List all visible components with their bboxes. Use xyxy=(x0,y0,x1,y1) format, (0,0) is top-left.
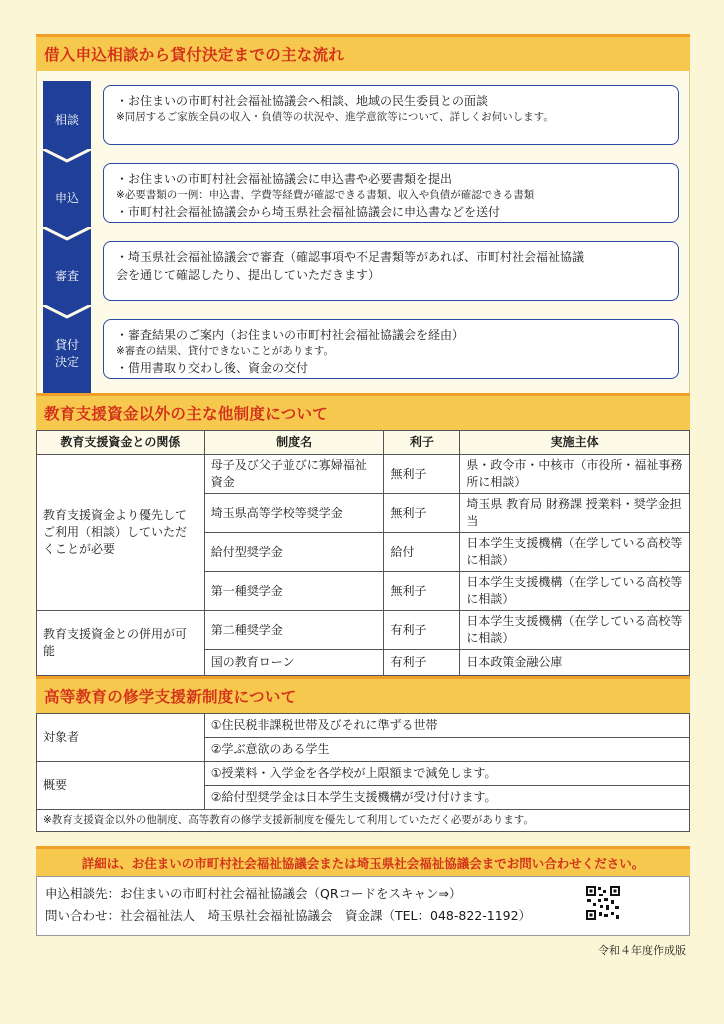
table-header: 制度名 xyxy=(204,431,384,455)
flow-step-text: ・埼玉県社会福祉協議会で審査（確認事項や不足書類等があれば、市町村社会福祉協議 xyxy=(116,250,585,264)
flow-step-label-line: 決定 xyxy=(54,355,79,369)
contact-banner: 詳細は、お住まいの市町村社会福祉協議会または埼玉県社会福祉協議会までお問い合わせください。 xyxy=(36,846,690,876)
other-section-header xyxy=(36,393,690,430)
program-interest: 無利子 xyxy=(384,494,460,533)
contact-line: 申込相談先：お住まいの市町村社会福祉協議会（QRコードをスキャン⇒） xyxy=(45,886,462,901)
flow-step-note: ※必要書類の一例：申込書、学費等経費が確認できる書類、収入や負債が確認できる書類 xyxy=(116,189,535,201)
flow-step-note: ※同居するご家族全員の収入・負債等の状況や、進学意欲等について、詳しくお伺いします。 xyxy=(116,111,554,123)
table-header: 利子 xyxy=(384,431,460,455)
support-value: ②給付型奨学金は日本学生支援機構が受け付けます。 xyxy=(204,786,689,810)
program-org: 日本政策金融公庫 xyxy=(460,650,690,676)
support-section-header xyxy=(36,676,690,713)
flow-step-box xyxy=(103,241,679,301)
support-value: ①住民税非課税世帯及びそれに準ずる世帯 xyxy=(204,714,689,738)
program-name: 埼玉県高等学校等奨学金 xyxy=(204,494,384,533)
table-row xyxy=(37,714,690,738)
program-name: 第一種奨学金 xyxy=(204,572,384,611)
program-interest: 有利子 xyxy=(384,650,460,676)
flow-step-box xyxy=(103,319,679,379)
flow-step-text: ・審査結果のご案内（お住まいの市町村社会福祉協議会を経由） xyxy=(116,328,465,342)
table-header: 実施主体 xyxy=(460,431,690,455)
flow-step-label xyxy=(43,315,91,393)
flow-step-text: ・お住まいの市町村社会福祉協議会へ相談、地域の民生委員との面談 xyxy=(116,94,489,108)
chevron-down-icon xyxy=(43,227,91,241)
program-interest: 給付 xyxy=(384,533,460,572)
support-section-title: 高等教育の修学支援新制度について xyxy=(44,688,297,706)
program-name: 第二種奨学金 xyxy=(204,611,384,650)
program-org: 県・政令市・中核市（市役所・福祉事務所に相談） xyxy=(460,455,690,494)
support-value: ①授業料・入学金を各学校が上限額まで減免します。 xyxy=(204,762,689,786)
chevron-down-icon xyxy=(43,305,91,319)
contact-line: 問い合わせ：社会福祉法人 埼玉県社会福祉協議会 資金課（TEL：048-822-1192） xyxy=(45,908,532,923)
flow-step-text: ・市町村社会福祉協議会から埼玉県社会福祉協議会に申込書などを送付 xyxy=(116,205,501,219)
contact-box xyxy=(36,876,690,936)
flow-step-label: 申込 xyxy=(54,190,79,205)
support-label: 概要 xyxy=(37,762,205,810)
program-org: 日本学生支援機構（在学している高校等に相談） xyxy=(460,611,690,650)
table-row xyxy=(37,455,690,494)
flow-step-decision xyxy=(37,315,689,393)
program-org: 日本学生支援機構（在学している高校等に相談） xyxy=(460,533,690,572)
support-footnote: ※教育支援資金以外の他制度、高等教育の修学支援新制度を優先して利用していただく必要があります。 xyxy=(36,810,690,832)
edition-note: 令和４年度作成版 xyxy=(598,944,686,957)
relation-cell: 教育支援資金より優先してご利用（相談）していただくことが必要 xyxy=(37,455,205,611)
program-org: 日本学生支援機構（在学している高校等に相談） xyxy=(460,572,690,611)
program-interest: 無利子 xyxy=(384,455,460,494)
flow-step-apply xyxy=(37,159,689,237)
relation-cell: 教育支援資金との併用が可能 xyxy=(37,611,205,676)
support-label: 対象者 xyxy=(37,714,205,762)
flow-step-box xyxy=(103,85,679,145)
program-org: 埼玉県 教育局 財務課 授業料・奨学金担当 xyxy=(460,494,690,533)
table-row xyxy=(37,762,690,786)
flow-step-box xyxy=(103,163,679,223)
flow-step-label: 相談 xyxy=(54,112,79,127)
program-name: 国の教育ローン xyxy=(204,650,384,676)
flow-chart xyxy=(36,71,690,393)
table-header-row xyxy=(37,431,690,455)
program-name: 母子及び父子並びに寡婦福祉資金 xyxy=(204,455,384,494)
flow-step-text: 会を通じて確認したり、提出していただきます） xyxy=(116,268,381,282)
program-interest: 有利子 xyxy=(384,611,460,650)
support-value: ②学ぶ意欲のある学生 xyxy=(204,738,689,762)
flow-section-title: 借入申込相談から貸付決定までの主な流れ xyxy=(44,46,345,64)
flow-step-note: ※審査の結果、貸付できないことがあります。 xyxy=(116,345,334,357)
chevron-down-icon xyxy=(43,149,91,163)
other-section-title: 教育支援資金以外の主な他制度について xyxy=(44,405,329,423)
flow-step-text: ・借用書取り交わし後、資金の交付 xyxy=(116,361,309,375)
flow-step-review xyxy=(37,237,689,315)
flow-step-text: ・お住まいの市町村社会福祉協議会に申込書や必要書類を提出 xyxy=(116,172,453,186)
program-name: 給付型奨学金 xyxy=(204,533,384,572)
other-programs-table xyxy=(36,430,690,676)
support-table xyxy=(36,713,690,810)
program-interest: 無利子 xyxy=(384,572,460,611)
document-page xyxy=(36,34,690,958)
flow-step-consult xyxy=(37,81,689,159)
flow-step-label-line: 貸付 xyxy=(54,338,79,352)
table-header: 教育支援資金との関係 xyxy=(37,431,205,455)
flow-step-label: 審査 xyxy=(54,268,79,283)
table-row xyxy=(37,611,690,650)
flow-section-header xyxy=(36,34,690,71)
qr-code-icon[interactable] xyxy=(585,885,621,921)
